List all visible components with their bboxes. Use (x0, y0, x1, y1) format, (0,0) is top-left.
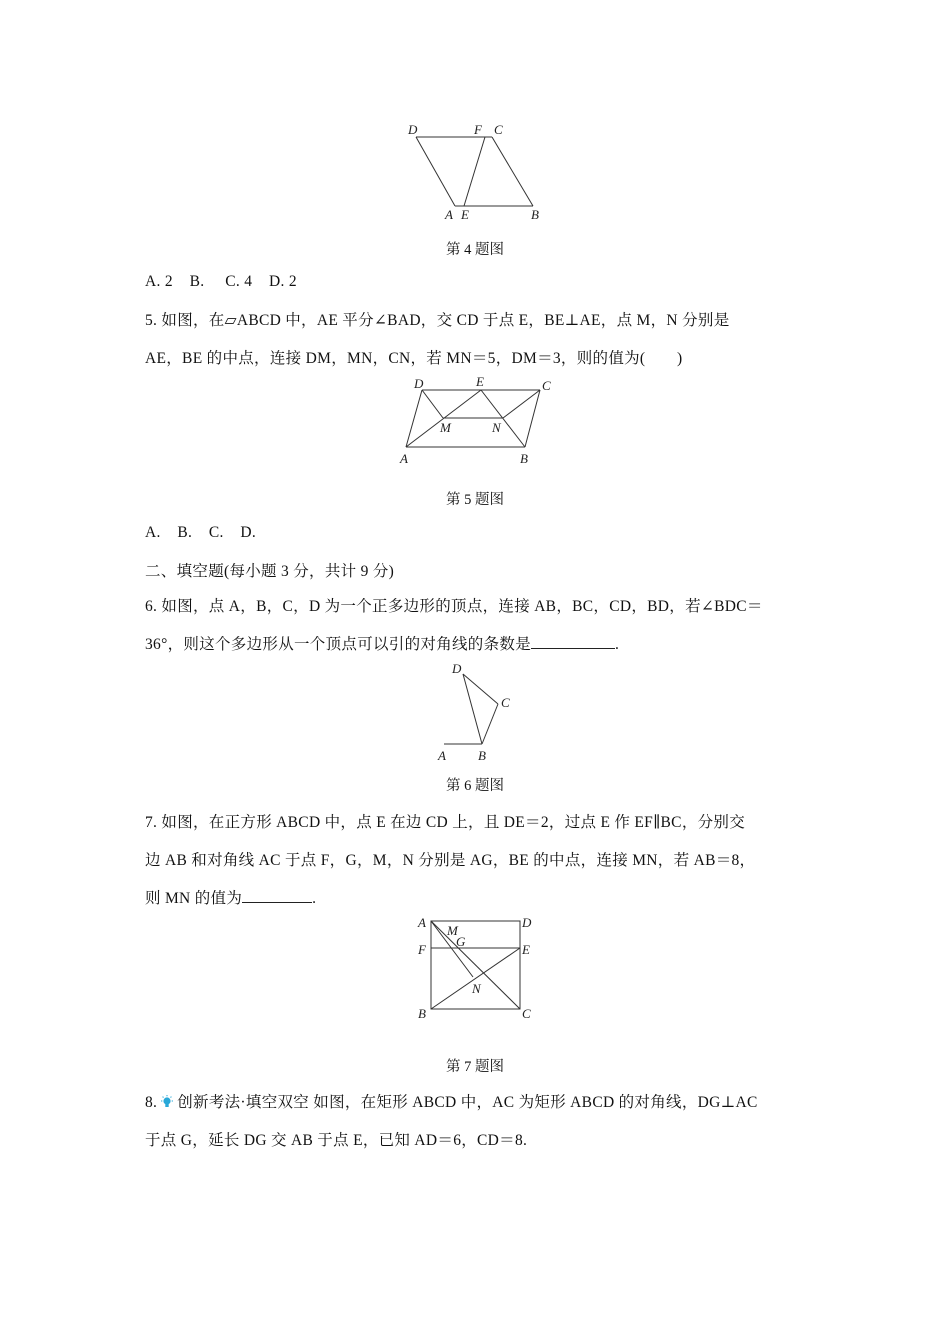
answer-blank[interactable] (242, 888, 312, 903)
figure-4 (400, 115, 560, 225)
q7-line3: 则 MN 的值为 . (145, 890, 317, 907)
q8-line2: 于点 G，延长 DG 交 AB 于点 E，已知 AD＝6，CD＝8. (145, 1132, 528, 1149)
label-B: B (531, 207, 539, 222)
label-E: E (522, 942, 530, 957)
q7-line2: 边 AB 和对角线 AC 于点 F，G，M，N 分别是 AG，BE 的中点，连接 MN，若 AB＝8， (145, 852, 756, 869)
q8-tag: 创新考法·填空双空 (177, 1094, 310, 1111)
q6-line1: 6. 如图，点 A，B，C，D 为一个正多边形的顶点，连接 AB，BC，CD，BD，若∠BDC＝ (145, 598, 763, 615)
label-E: E (476, 374, 484, 389)
figure-6 (430, 660, 530, 765)
label-F: F (474, 122, 482, 137)
label-A: A (418, 915, 426, 930)
lightbulb-icon (160, 1095, 174, 1109)
q5-line2: AE，BE 的中点，连接 DM，MN，CN，若 MN＝5，DM＝3，则的值为( ) (145, 350, 683, 367)
figure-5-caption: 第 5 题图 (446, 492, 504, 508)
label-C: C (494, 122, 503, 137)
label-M: M (440, 420, 451, 435)
q5-line1: 5. 如图，在▱ABCD 中，AE 平分∠BAD，交 CD 于点 E，BE⊥AE，点 M，N 分别是 (145, 312, 730, 329)
figure-6-caption: 第 6 题图 (446, 778, 504, 794)
label-G: G (456, 934, 466, 949)
label-C: C (542, 378, 551, 393)
q8-line1: 8. 创新考法·填空双空 如图，在矩形 ABCD 中，AC 为矩形 ABCD 的对角线，DG⊥AC (145, 1094, 758, 1111)
label-C: C (501, 695, 510, 710)
label-C: C (522, 1006, 531, 1021)
label-N: N (472, 981, 481, 996)
q7-line1: 7. 如图，在正方形 ABCD 中，点 E 在边 CD 上，且 DE＝2，过点 E 作 EF∥BC，分别交 (145, 814, 746, 831)
label-M: M (447, 923, 458, 938)
label-D: D (452, 661, 462, 676)
label-A: A (445, 207, 453, 222)
q5-options: A. B. C. D. (145, 524, 257, 541)
label-B: B (478, 748, 486, 763)
label-D: D (408, 122, 418, 137)
figure-4-caption: 第 4 题图 (446, 242, 504, 258)
q4-options: A. 2 B. C. 4 D. 2 (145, 273, 297, 290)
section-2-heading: 二、填空题(每小题 3 分，共计 9 分) (145, 563, 395, 580)
label-A: A (400, 451, 408, 466)
label-N: N (492, 420, 501, 435)
label-D: D (414, 376, 424, 391)
label-E: E (461, 207, 469, 222)
label-A: A (438, 748, 446, 763)
answer-blank[interactable] (531, 634, 615, 649)
figure-7 (405, 905, 545, 1030)
label-B: B (418, 1006, 426, 1021)
figure-7-caption: 第 7 题图 (446, 1059, 504, 1075)
label-B: B (520, 451, 528, 466)
label-F: F (418, 942, 426, 957)
figure-5 (400, 375, 560, 470)
q6-line2: 36°，则这个多边形从一个顶点可以引的对角线的条数是 . (145, 636, 620, 653)
label-D: D (522, 915, 532, 930)
